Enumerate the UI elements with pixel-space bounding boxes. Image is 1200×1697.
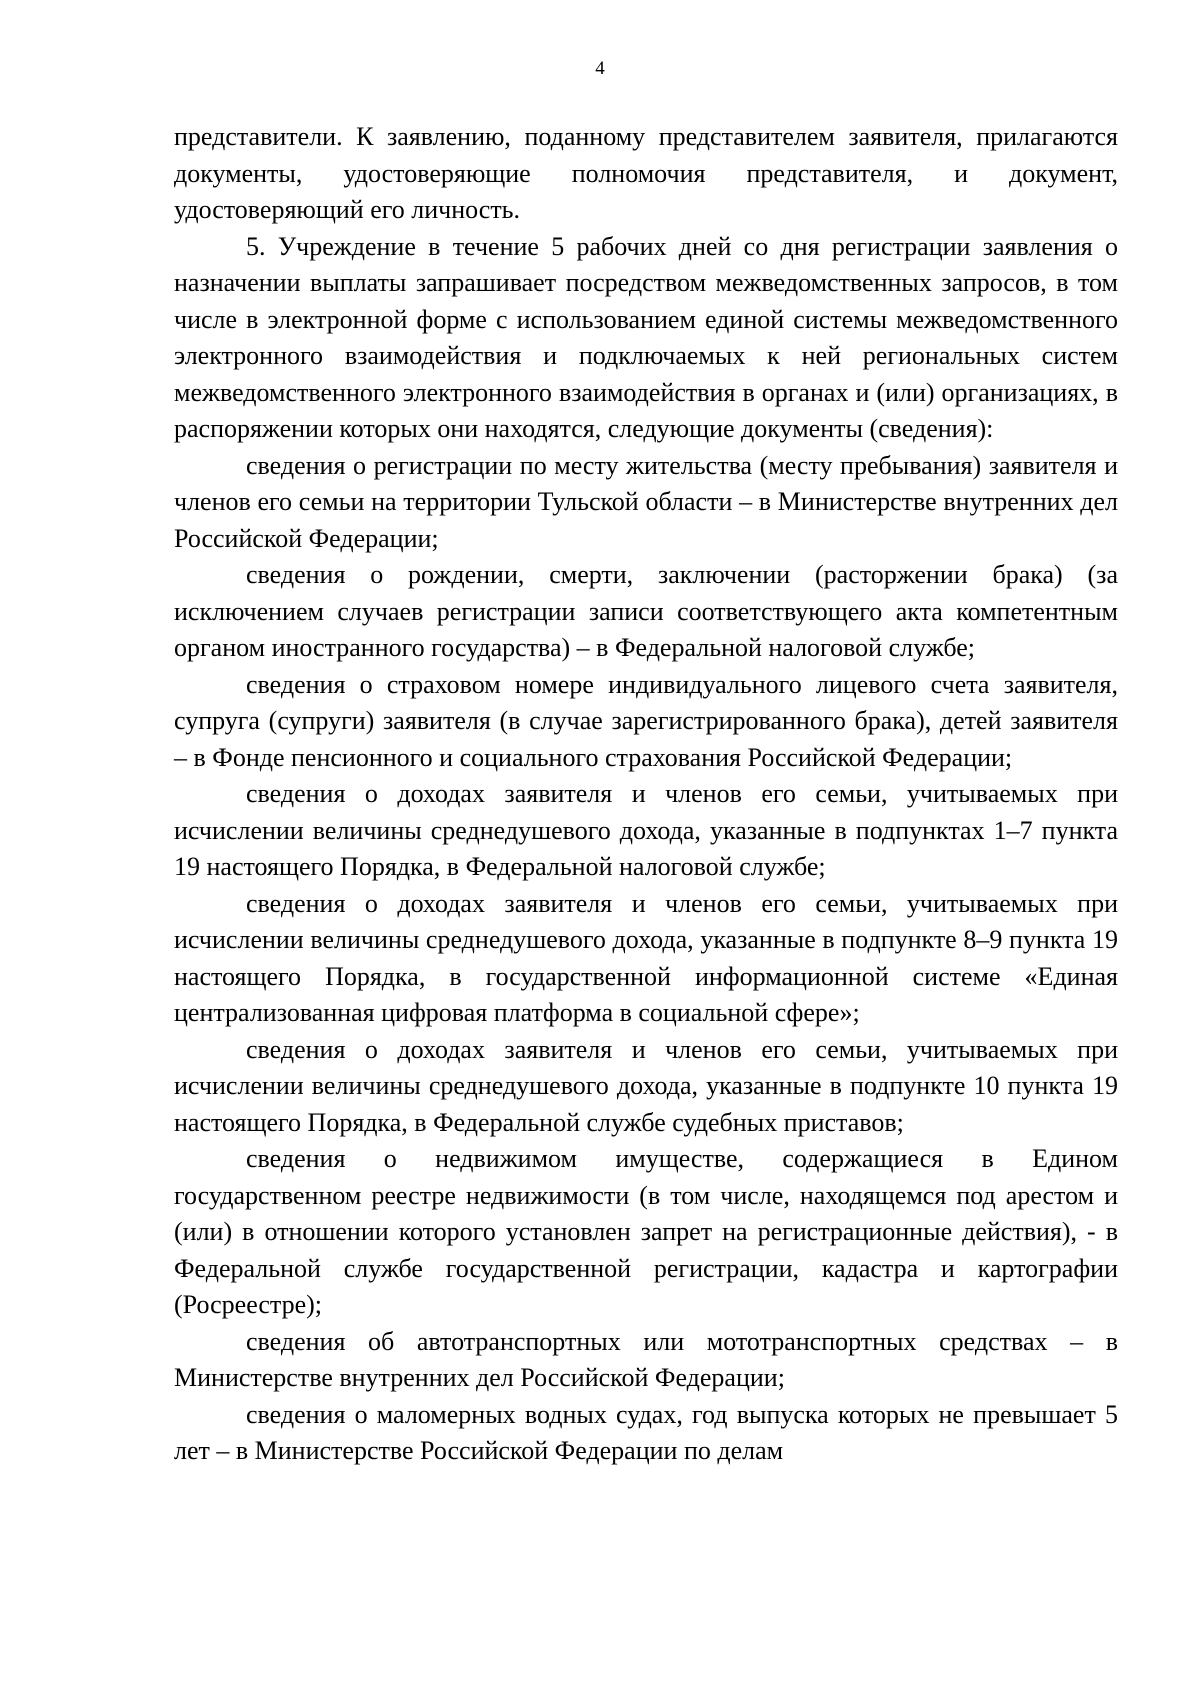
document-body xyxy=(174,119,1118,1470)
paragraph-item-5: 5. Учреждение в течение 5 рабочих дней со дня регистрации заявления о назначении выплаты запрашивает посредством межведомственных запросов, в том числе в электронной форме с использованием единой системы межведомственного электронного взаимодействия и подключаемых к ней региональных систем межведомственного электронного взаимодействия в органах и (или) организациях, в распоряжении которых они находятся, следующие документы (сведения): xyxy=(174,231,1118,443)
paragraph-income-tax-info: сведения о доходах заявителя и членов его семьи, учитываемых при исчислении величины среднедушевого дохода, указанные в подпунктах 1–7 пункта 19 настоящего Порядка, в Федеральной налоговой службе; xyxy=(174,779,1118,881)
paragraph-small-vessels-info: сведения о маломерных водных судах, год выпуска которых не превышает 5 лет – в Министерстве Российской Федерации по делам xyxy=(174,1399,1118,1465)
paragraph-continuation: представители. К заявлению, поданному представителем заявителя, прилагаются документы, удостоверяющие полномочия представителя, и документ, удостоверяющий его личность. xyxy=(174,122,1118,224)
paragraph-income-bailiffs-info: сведения о доходах заявителя и членов его семьи, учитываемых при исчислении величины среднедушевого дохода, указанные в подпункте 10 пункта 19 настоящего Порядка, в Федеральной службе судебных приставов; xyxy=(174,1034,1118,1137)
paragraph-civil-status-info: сведения о рождении, смерти, заключении (расторжении брака) (за исключением случаев регистрации записи соответствующего акта компетентным органом иностранного государства) – в Федеральной налоговой службе; xyxy=(174,560,1118,662)
paragraph-insurance-number-info: сведения о страховом номере индивидуального лицевого счета заявителя, супруга (супруги) заявителя (в случае зарегистрированного брака), детей заявителя – в Фонде пенсионного и социального страхования Российской Федерации; xyxy=(174,669,1118,772)
paragraph-income-platform-info: сведения о доходах заявителя и членов его семьи, учитываемых при исчислении величины среднедушевого дохода, указанные в подпункте 8–9 пункта 19 настоящего Порядка, в государственной информационной системе «Единая централизованная цифровая платформа в социальной сфере»; xyxy=(174,888,1118,1027)
page-number: 4 xyxy=(595,58,605,79)
paragraph-registration-info: сведения о регистрации по месту жительства (месту пребывания) заявителя и членов его семьи на территории Тульской области – в Министерстве внутренних дел Российской Федерации; xyxy=(174,450,1118,553)
paragraph-vehicles-info: сведения об автотранспортных или мототранспортных средствах – в Министерстве внутренних дел Российской Федерации; xyxy=(174,1326,1118,1392)
paragraph-real-estate-info: сведения о недвижимом имуществе, содержащиеся в Едином государственном реестре недвижимости (в том числе, находящемся под арестом и (или) в отношении которого установлен запрет на регистрационные действия), - в Федеральной службе государственной регистрации, кадастра и картографии (Росреестре); xyxy=(174,1144,1118,1319)
